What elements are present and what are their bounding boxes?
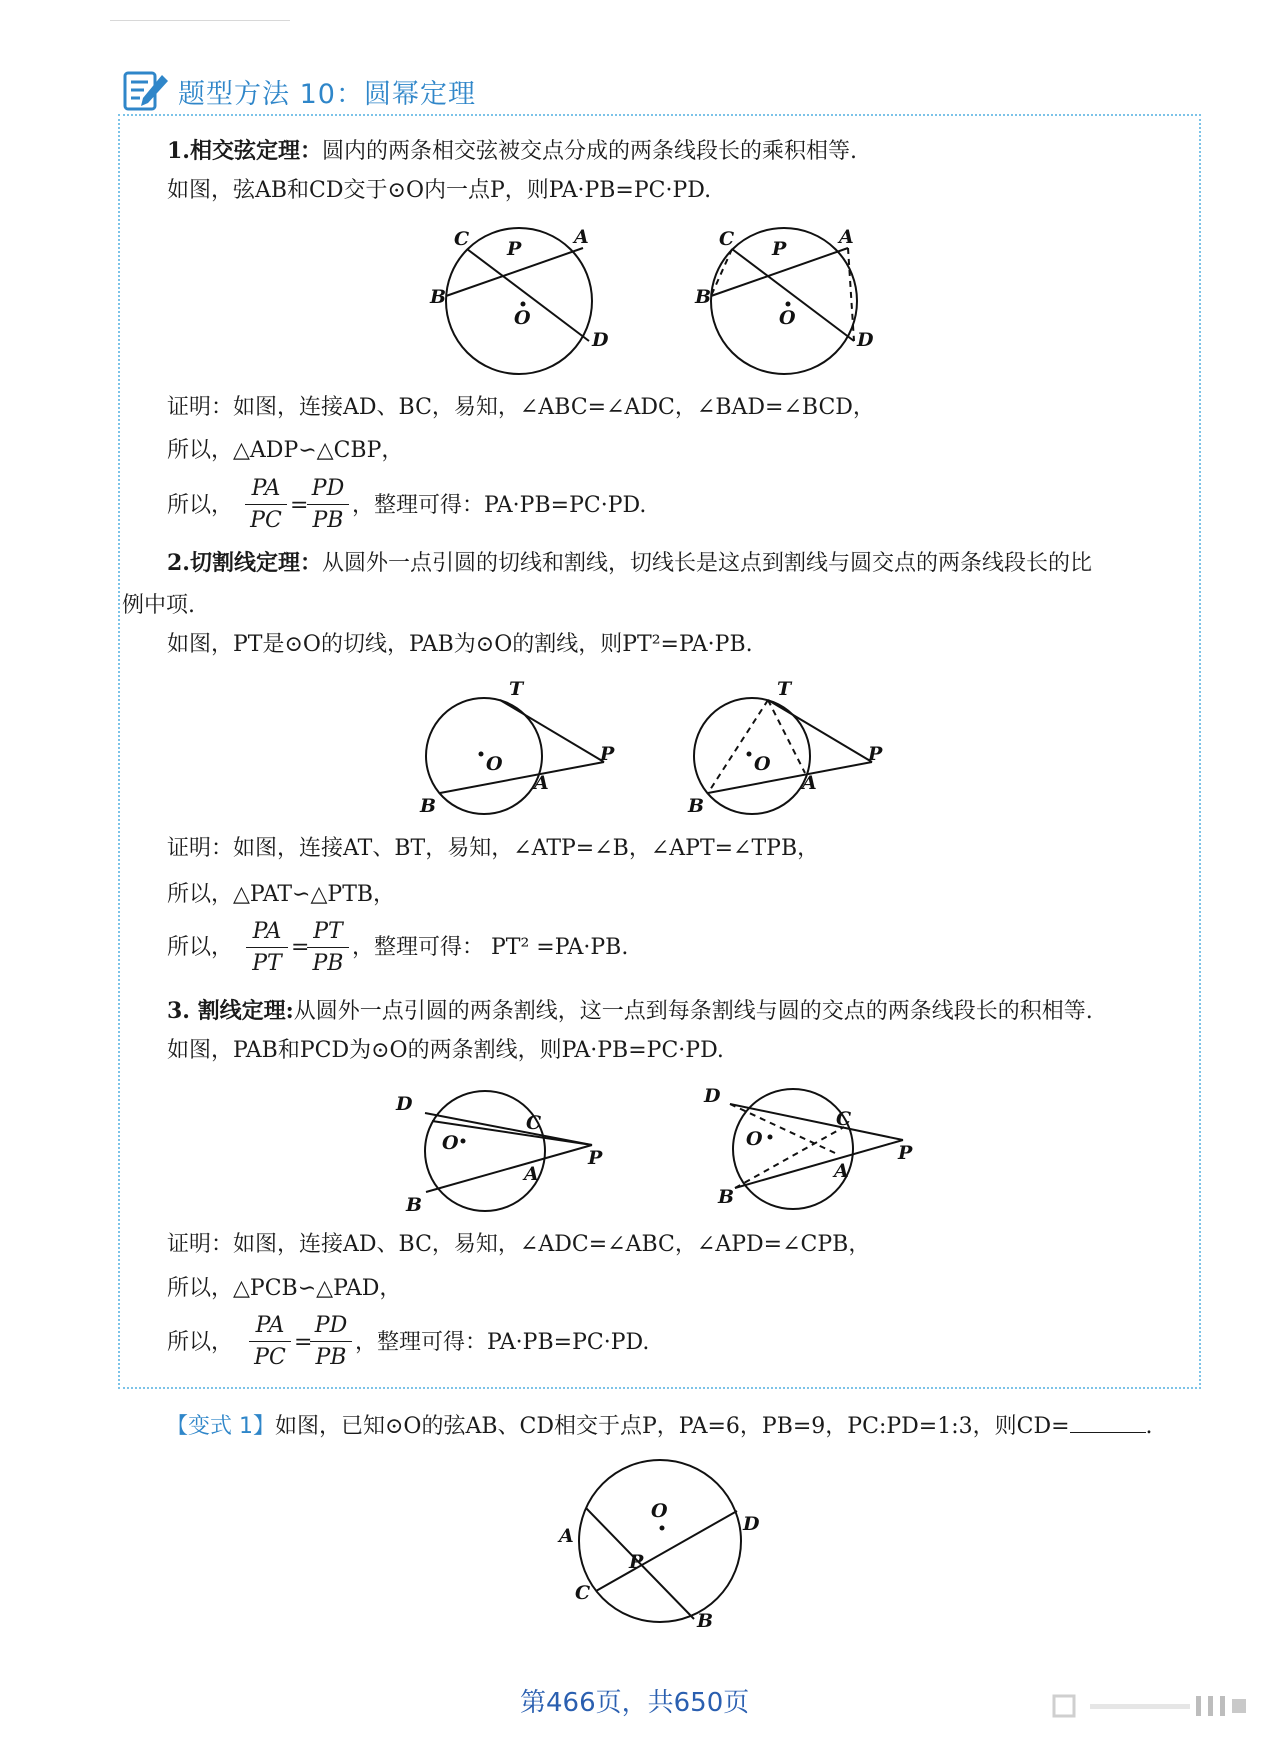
equals-sign: = [294, 1330, 313, 1355]
fraction-denominator: PB [312, 951, 344, 976]
variant-tag: 【变式 1】 [166, 1414, 275, 1439]
label-B: B [688, 795, 705, 817]
label-C: C [719, 228, 735, 250]
s2-fraction-left [245, 917, 289, 980]
fraction-numerator: PD [311, 476, 345, 501]
label-A: A [834, 1160, 849, 1182]
label-O: O [442, 1132, 459, 1154]
variant-question [166, 1414, 1153, 1440]
label-B: B [406, 1194, 423, 1216]
label-B: B [697, 1610, 714, 1632]
label-D: D [396, 1093, 413, 1115]
answer-blank[interactable] [1070, 1414, 1146, 1433]
label-D: D [743, 1513, 760, 1535]
label-P: P [868, 743, 883, 765]
label-B: B [695, 286, 712, 308]
s1-proof-2: 所以，△ADP∽△CBP， [167, 438, 404, 463]
label-C: C [836, 1108, 852, 1130]
label-A: A [524, 1163, 539, 1185]
label-C: C [454, 228, 470, 250]
label-O: O [779, 307, 796, 329]
label-A: A [839, 226, 854, 248]
fraction-denominator: PT [252, 951, 282, 976]
s3-proof-2: 所以，△PCB∽△PAD， [167, 1276, 402, 1301]
fraction-denominator: PB [315, 1345, 347, 1370]
s1-figure-left [430, 225, 610, 380]
s2-setup: 如图，PT是⊙O的切线，PAB为⊙O的割线，则PT²=PA·PB. [167, 632, 753, 657]
notebook-pencil-icon [122, 69, 170, 113]
s1-fraction-right [306, 474, 350, 537]
label-D: D [857, 329, 874, 351]
label-D: D [592, 329, 609, 351]
s1-setup: 如图，弦AB和CD交于⊙O内一点P，则PA·PB=PC·PD. [167, 178, 712, 203]
s1-heading-line [167, 138, 857, 165]
s1-proof-1: 证明：如图，连接AD、BC，易知，∠ABC=∠ADC，∠BAD=∠BCD， [167, 395, 875, 420]
label-O: O [651, 1500, 668, 1522]
fraction-numerator: PA [251, 476, 281, 501]
label-T: T [777, 678, 792, 700]
label-O: O [486, 753, 503, 775]
fraction-numerator: PD [314, 1313, 348, 1338]
fraction-numerator: PA [252, 919, 282, 944]
label-P: P [629, 1551, 644, 1573]
s3-figure-left [390, 1085, 620, 1215]
variant-text: 如图，已知⊙O的弦AB、CD相交于点P，PA=6，PB=9，PC:PD=1:3，则CD= [275, 1414, 1070, 1439]
label-T: T [509, 678, 524, 700]
s1-proof-3-post: ，整理可得：PA·PB=PC·PD. [352, 493, 647, 518]
label-P: P [772, 238, 787, 260]
label-P: P [588, 1147, 603, 1169]
s2-fraction-right [306, 917, 350, 980]
label-P: P [898, 1142, 913, 1164]
s2-heading: 2.切割线定理： [167, 550, 322, 576]
s2-figure-left [418, 680, 628, 820]
label-O: O [746, 1128, 763, 1150]
s2-heading-line [167, 550, 1092, 577]
s1-figure-right [695, 225, 875, 380]
section-title: 题型方法 10：圆幂定理 [178, 78, 476, 110]
s3-fraction-left [248, 1311, 292, 1374]
top-rule [110, 20, 290, 21]
s2-proof-3-pre: 所以， [167, 935, 234, 960]
page-edge-icon [1050, 1693, 1250, 1719]
fraction-denominator: PC [250, 508, 282, 533]
s3-figure-right [700, 1085, 930, 1215]
s3-proof-3-pre: 所以， [167, 1330, 234, 1355]
label-A: A [802, 772, 817, 794]
theorem-box [118, 114, 1201, 1389]
s1-fraction-left [244, 474, 288, 537]
s2-proof-2: 所以，△PAT∽△PTB， [167, 882, 396, 907]
s3-heading-line [167, 998, 1093, 1025]
s2-proof-3-post: ，整理可得： PT² =PA·PB. [352, 935, 629, 960]
s1-heading: 1.相交弦定理： [167, 138, 322, 164]
label-B: B [420, 795, 437, 817]
label-C: C [526, 1112, 542, 1134]
s1-proof-3-pre: 所以， [167, 493, 234, 518]
label-A: A [574, 226, 589, 248]
label-P: P [507, 238, 522, 260]
s2-heading-rest: 从圆外一点引圆的切线和割线，切线长是这点到割线与圆交点的两条线段长的比 [321, 551, 1092, 576]
label-B: B [718, 1186, 735, 1208]
label-C: C [575, 1582, 591, 1604]
s2-figure-right [686, 680, 896, 820]
label-O: O [514, 307, 531, 329]
label-D: D [704, 1085, 721, 1107]
page-number: 第466页，共650页 [520, 1688, 750, 1718]
fraction-numerator: PT [313, 919, 343, 944]
s3-proof-1: 证明：如图，连接AD、BC，易知，∠ADC=∠ABC，∠APD=∠CPB， [167, 1232, 871, 1257]
label-O: O [754, 753, 771, 775]
s2-heading-cont: 例中项. [122, 593, 195, 618]
equals-sign: = [291, 935, 310, 960]
label-B: B [430, 286, 447, 308]
section-header [122, 68, 476, 114]
label-P: P [600, 743, 615, 765]
s2-proof-1: 证明：如图，连接AT、BT，易知，∠ATP=∠B，∠APT=∠TPB， [167, 836, 820, 861]
equals-sign: = [290, 493, 309, 518]
variant-figure [553, 1455, 773, 1635]
label-A: A [534, 772, 549, 794]
s1-heading-rest: 圆内的两条相交弦被交点分成的两条线段长的乘积相等. [321, 139, 857, 164]
s3-heading: 3. 割线定理: [167, 998, 294, 1024]
s3-setup: 如图，PAB和PCD为⊙O的两条割线，则PA·PB=PC·PD. [167, 1038, 724, 1063]
variant-end: . [1145, 1414, 1153, 1439]
s3-fraction-right [309, 1311, 353, 1374]
fraction-denominator: PC [254, 1345, 286, 1370]
fraction-denominator: PB [312, 508, 344, 533]
s3-heading-rest: 从圆外一点引圆的两条割线，这一点到每条割线与圆的交点的两条线段长的积相等. [293, 999, 1093, 1024]
label-A: A [559, 1525, 574, 1547]
s3-proof-3-post: ，整理可得：PA·PB=PC·PD. [355, 1330, 650, 1355]
fraction-numerator: PA [255, 1313, 285, 1338]
